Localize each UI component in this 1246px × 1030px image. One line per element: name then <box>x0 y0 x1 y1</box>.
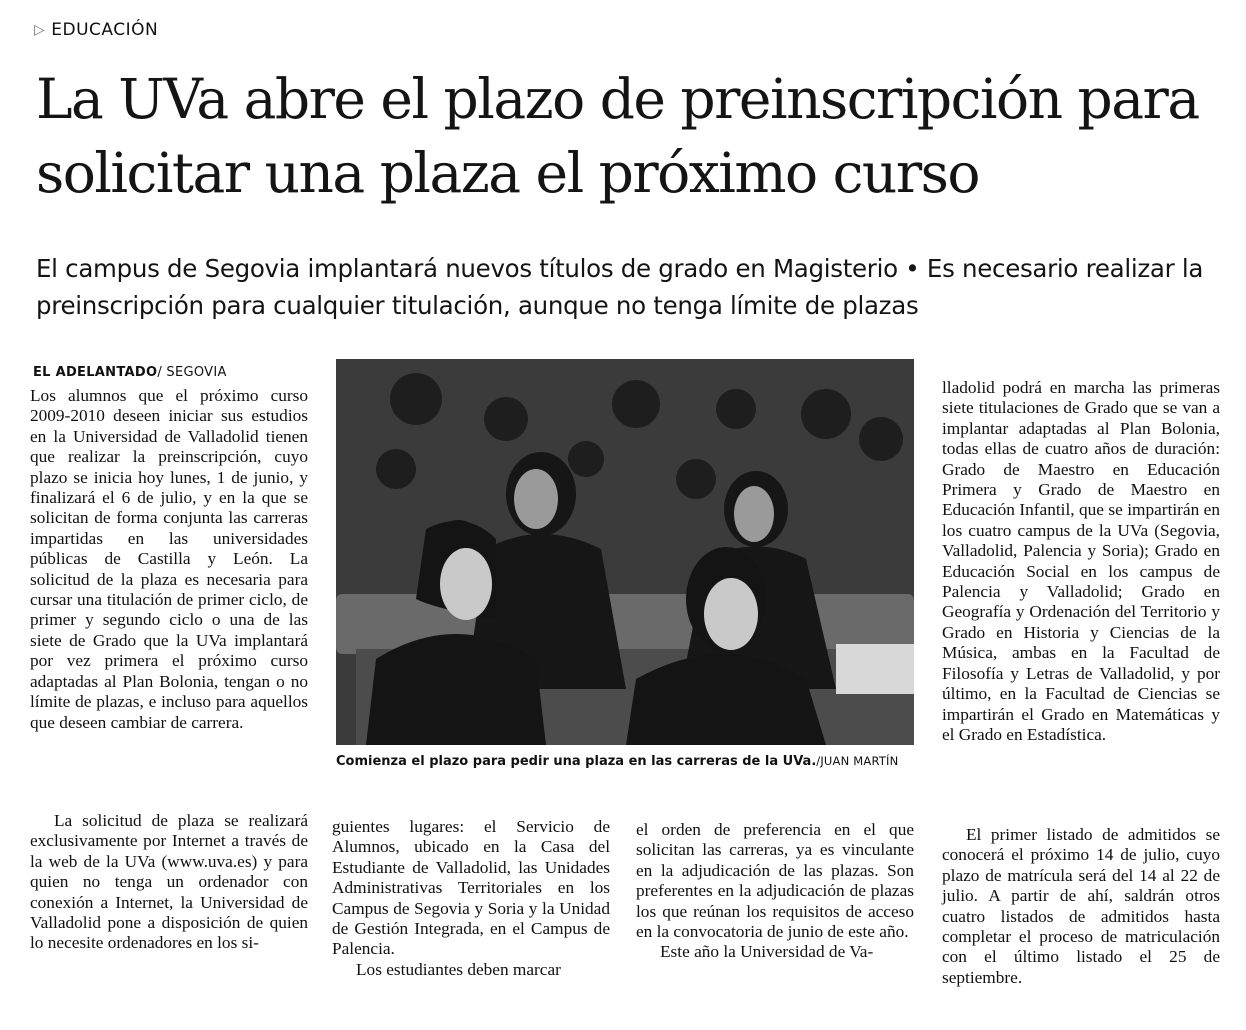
article-column-3 <box>636 820 914 963</box>
photo-caption <box>336 752 914 771</box>
article-column-1-continued <box>30 811 308 954</box>
section-arrow-icon: ▷ <box>34 22 46 38</box>
photo-students-illustration <box>336 359 914 745</box>
byline <box>33 365 227 380</box>
subheadline: El campus de Segovia implantará nuevos títulos de grado en Magisterio • Es necesario realizar la preinscripción para cualquier titulación, aunque no tenga límite de plazas <box>36 254 1204 320</box>
section-label <box>34 20 158 40</box>
byline-source: EL ADELANTADO <box>33 365 158 380</box>
paragraph-6: Este año la Universidad de Va- <box>660 942 874 962</box>
paragraph-3: guientes lugares: el Servicio de Alumnos, ubicado en la Casa del Estudiante de Valladolid, las Unidades Administrativas Territoriales en los Campus de Segovia y Soria y la Unidad de Gestión Integrada, en el Campus de Palencia. <box>332 817 610 959</box>
paragraph-5: el orden de preferencia en el que solicitan las carreras, ya es vinculante en la adjudicación de las plazas. Son preferentes en la adjudicación de plazas los que reúnan los requisitos de acceso en la convocatoria de junio de este año. <box>636 820 914 942</box>
article-photo <box>336 359 914 745</box>
section-name: EDUCACIÓN <box>51 20 159 40</box>
article-column-1 <box>30 386 308 733</box>
headline: La UVa abre el plazo de preinscripción para solicitar una plaza el próximo curso <box>36 67 1199 205</box>
paragraph-8: El primer listado de admitidos se conocerá el próximo 14 de julio, cuyo plazo de matrícula será del 14 al 22 de julio. A partir de ahí, saldrán otros cuatro listados de admitidos hasta completar el proceso de matriculación con el último listado el 25 de septiembre. <box>942 825 1220 987</box>
article-column-4 <box>942 378 1220 745</box>
article-column-4-continued <box>942 825 1220 988</box>
byline-location: / SEGOVIA <box>157 365 227 380</box>
photo-credit: /JUAN MARTÍN <box>816 754 899 768</box>
article-column-2 <box>332 817 610 980</box>
paragraph-1: Los alumnos que el próximo curso 2009-2010 deseen iniciar sus estudios en la Universidad de Valladolid tienen que realizar la preinscripción, cuyo plazo se inicia hoy lunes, 1 de junio, y finalizará el 6 de julio, y en la que se solicitan de forma conjunta las carreras impartidas en las universidades públicas de Castilla y León. La solicitud de la plaza es necesaria para cursar una titulación de primer ciclo, de primer y segundo ciclo o una de las siete de Grado que la UVa implantará por vez primera el próximo curso adaptadas al Plan Bolonia, tengan o no límite de plazas, e incluso para aquellos que deseen cambiar de carrera. <box>30 386 308 732</box>
paragraph-7: lladolid podrá en marcha las primeras siete titulaciones de Grado que se van a implantar adaptadas al Plan Bolonia, todas ellas de cuatro años de duración: Grado de Maestro en Educación Primera y Grado de Maestro en Educación Infantil, que se impartirán en los cuatro campus de la UVa (Segovia, Valladolid, Palencia y Soria); Grado en Educación Social en los campus de Palencia y Valladolid; Grado en Geografía y Ordenación del Territorio y Grado en Historia y Ciencias de la Música, ambas en la Facultad de Filosofía y Letras de Valladolid, y por último, en la Facultad de Ciencias se impartirán el Grado en Matemáticas y el Grado en Estadística. <box>942 378 1220 744</box>
caption-text: Comienza el plazo para pedir una plaza en las carreras de la UVa. <box>336 754 817 769</box>
paragraph-2: La solicitud de plaza se realizará exclusivamente por Internet a través de la web de la UVa (www.uva.es) y para quien no tenga un ordenador con conexión a Internet, la Universidad de Valladolid pone a disposición de quien lo necesite ordenadores en los si- <box>30 811 308 953</box>
paragraph-4: Los estudiantes deben marcar <box>356 959 561 979</box>
